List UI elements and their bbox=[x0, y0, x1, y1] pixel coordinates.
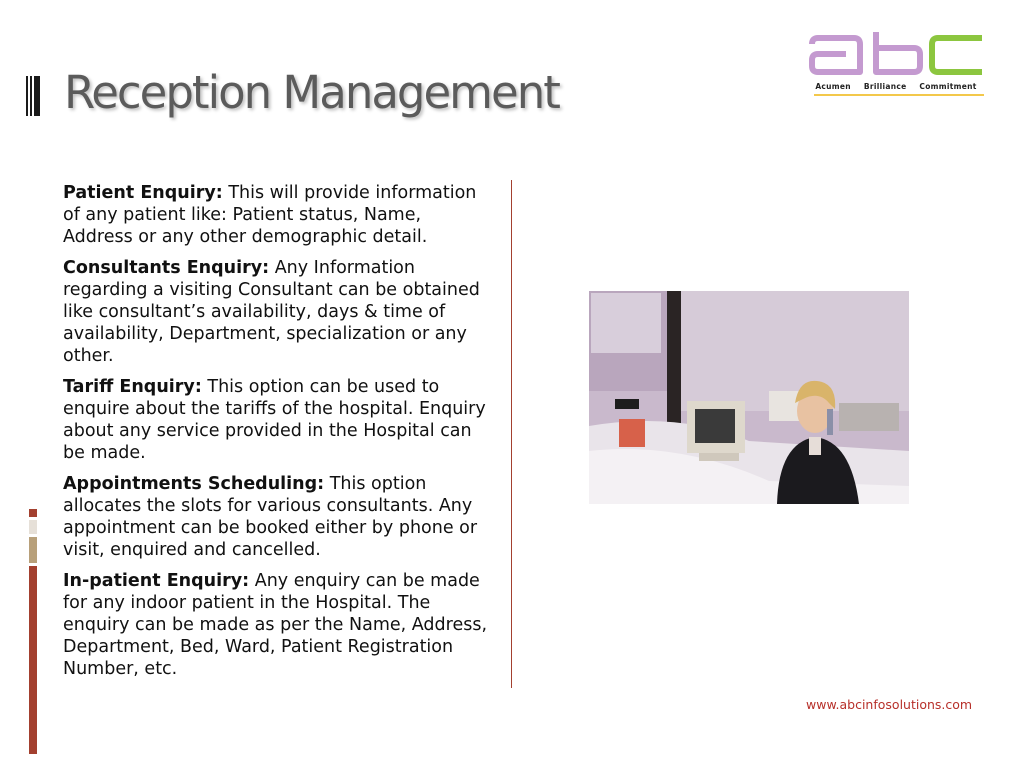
list-item bbox=[63, 473, 488, 561]
abc-logo bbox=[806, 30, 986, 100]
item-text: Any Information regarding a visiting Consultant can be obtained like consultant’s availability, days & time of availability, Department, specialization or any other. bbox=[63, 258, 480, 366]
title-bars-decoration bbox=[26, 76, 40, 116]
abc-logo-mark bbox=[806, 30, 986, 82]
list-item bbox=[63, 182, 488, 248]
item-heading: Consultants Enquiry: bbox=[63, 258, 270, 278]
logo-underline bbox=[814, 94, 984, 96]
item-heading: Tariff Enquiry: bbox=[63, 377, 202, 397]
receptionist-photo bbox=[589, 291, 909, 504]
receptionist-illustration bbox=[589, 291, 909, 504]
item-text: This will provide information of any patient like: Patient status, Name, Address or any other demographic detail. bbox=[63, 183, 477, 247]
item-text: This option allocates the slots for various consultants. Any appointment can be booked either by phone or visit, enquired and cancelled. bbox=[63, 474, 478, 560]
list-item bbox=[63, 257, 488, 367]
item-text: Any enquiry can be made for any indoor patient in the Hospital. The enquiry can be made as per the Name, Address, Department, Bed, Ward, Patient Registration Number, etc. bbox=[63, 571, 488, 679]
item-heading: In-patient Enquiry: bbox=[63, 571, 250, 591]
item-text: This option can be used to enquire about the tariffs of the hospital. Enquiry about any service provided in the Hospital can be made. bbox=[63, 377, 486, 463]
column-divider bbox=[511, 180, 512, 688]
slide-title: Reception Management bbox=[64, 66, 559, 119]
list-item bbox=[63, 376, 488, 464]
item-heading: Appointments Scheduling: bbox=[63, 474, 325, 494]
logo-tagline: Acumen Brilliance Commitment bbox=[815, 82, 977, 91]
list-item bbox=[63, 570, 488, 680]
feature-list bbox=[63, 182, 488, 689]
footer-url[interactable]: www.abcinfosolutions.com bbox=[806, 697, 973, 712]
item-heading: Patient Enquiry: bbox=[63, 183, 223, 203]
